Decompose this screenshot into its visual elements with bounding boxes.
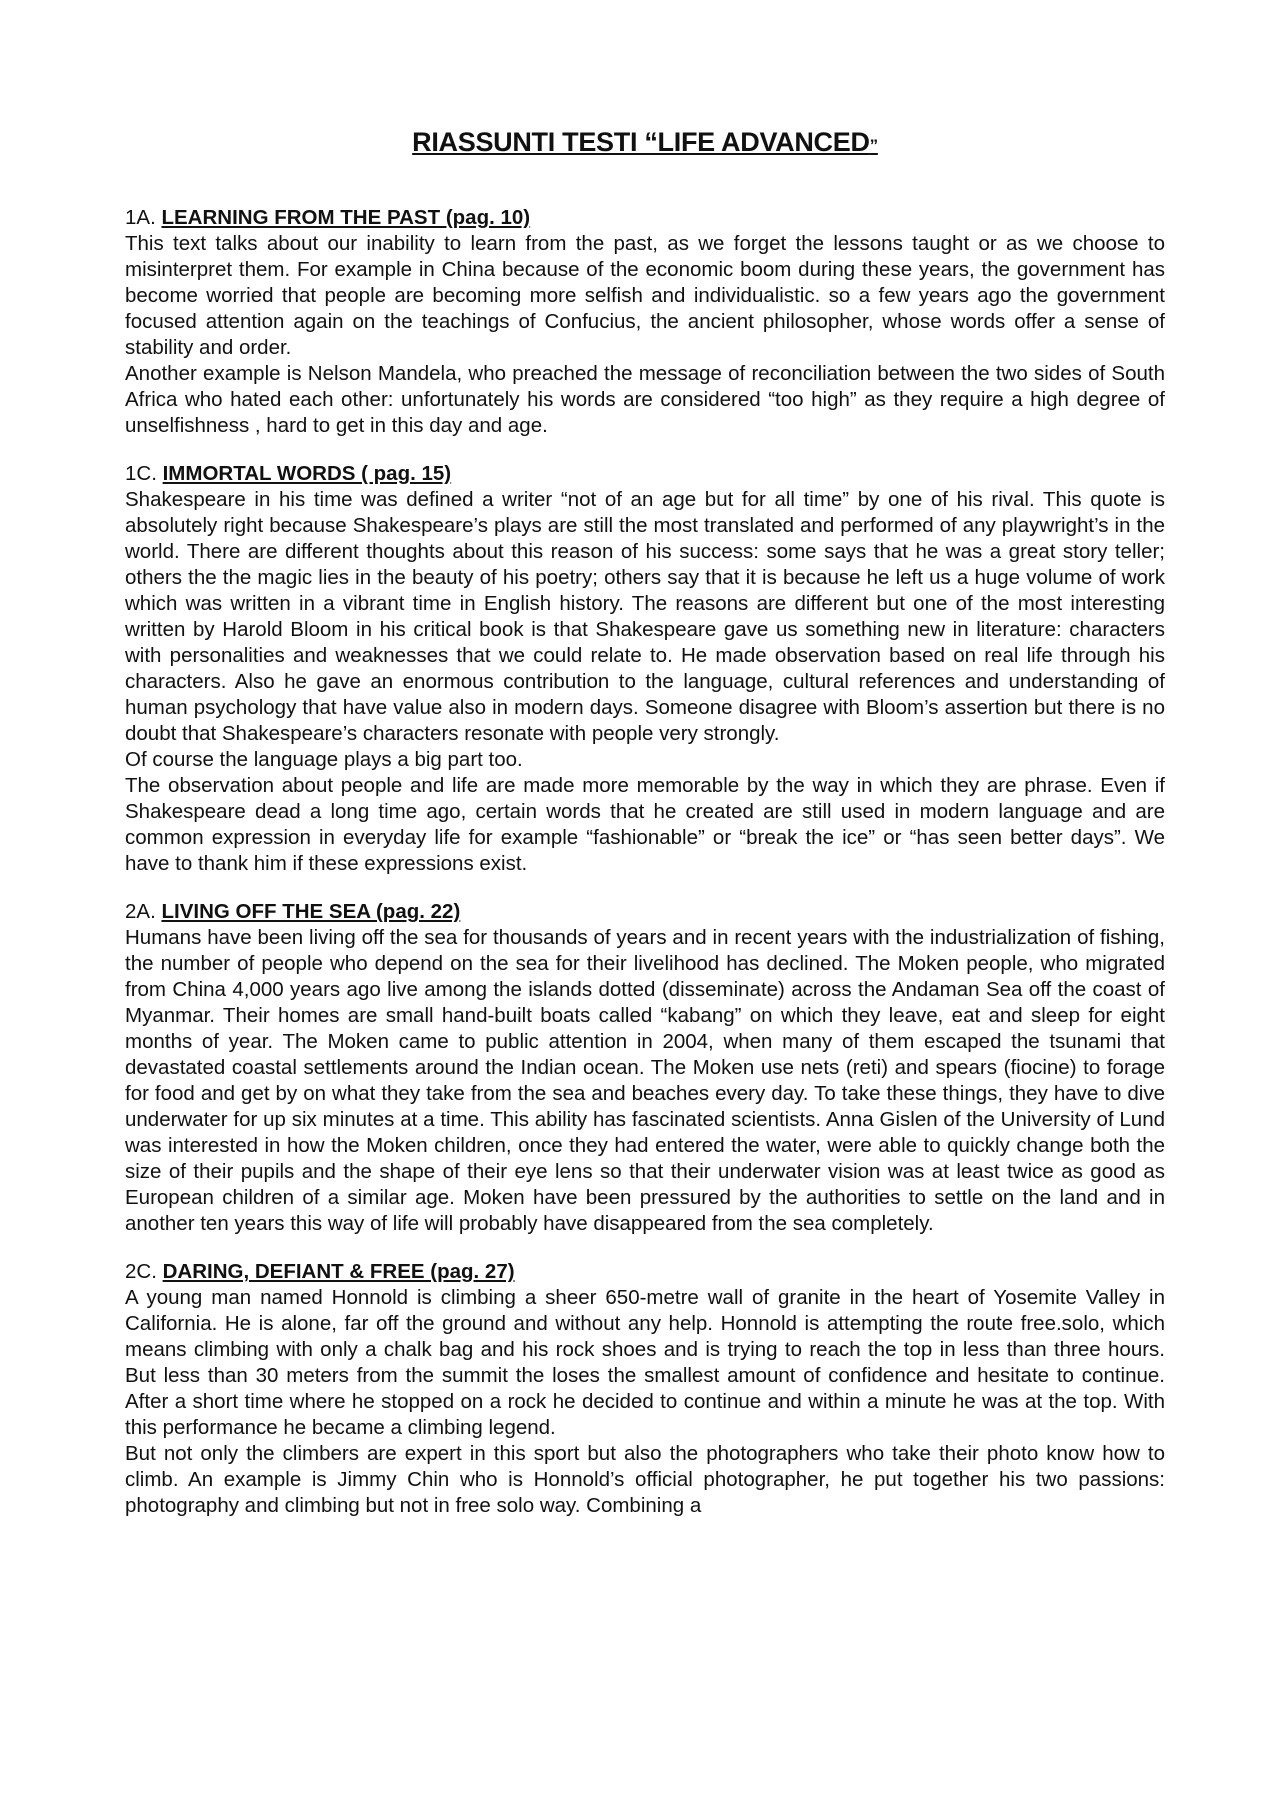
section-learning-from-the-past [125,205,1165,439]
section-living-off-the-sea [125,899,1165,1237]
document-title-text: RIASSUNTI TESTI “LIFE ADVANCED [412,127,870,157]
paragraph: This text talks about our inability to learn from the past, as we forget the lessons taught or as we choose to misinterpret them. For example in China because of the economic boom during these years, the government has become worried that people are becoming more selfish and individualistic. so a few years ago the government focused attention again on the teachings of Confucius, the ancient philosopher, whose words offer a sense of stability and order. [125,232,1165,359]
paragraph: Of course the language plays a big part too. [125,748,523,771]
paragraph: Humans have been living off the sea for thousands of years and in recent years with the industrialization of fishing, the number of people who depend on the sea for their livelihood has declined. The Moken people, who migrated from China 4,000 years ago live among the islands dotted (disseminate) across the Andaman Sea off the coast of Myanmar. Their homes are small hand-built boats called “kabang” on which they leave, eat and sleep for eight months of year. The Moken came to public attention in 2004, when many of them escaped the tsunami that devastated coastal settlements around the Indian ocean. The Moken use nets (reti) and spears (fiocine) to forage for food and get by on what they take from the sea and beaches every day. To take these things, they have to dive underwater for up six minutes at a time. This ability has fascinated scientists. Anna Gislen of the University of Lund was interested in how the Moken children, once they had entered the water, were able to quickly change both the size of their pupils and the shape of their eye lens so that their underwater vision was at least twice as good as European children of a similar age. Moken have been pressured by the authorities to settle on the land and in another ten years this way of life will probably have disappeared from the sea completely. [125,926,1165,1235]
section-code: 1A. [125,206,156,229]
document-title [125,125,1165,163]
section-heading [125,1259,1165,1285]
document-page [125,0,1165,1519]
paragraph: But not only the climbers are expert in this sport but also the photographers who take their photo know how to climb. An example is Jimmy Chin who is Honnold’s official photographer, he put together his two passions: photography and climbing but not in free solo way. Combining a [125,1442,1165,1517]
section-name: LIVING OFF THE SEA (pag. 22) [161,900,461,923]
section-daring-defiant-free [125,1259,1165,1519]
section-code: 1C. [125,462,157,485]
section-heading [125,461,1165,487]
section-name: DARING, DEFIANT & FREE (pag. 27) [162,1260,515,1283]
paragraph: The observation about people and life are made more memorable by the way in which they are phrase. Even if Shakespeare dead a long time ago, certain words that he created are still used in modern language and are common expression in everyday life for example “fashionable” or “break the ice” or “has seen better days”. We have to thank him if these expressions exist. [125,774,1165,875]
section-code: 2A. [125,900,156,923]
section-code: 2C. [125,1260,157,1283]
paragraph: Shakespeare in his time was defined a writer “not of an age but for all time” by one of his rival. This quote is absolutely right because Shakespeare’s plays are still the most translated and performed of any playwright’s in the world. There are different thoughts about this reason of his success: some says that he was a great story teller; others the the magic lies in the beauty of his poetry; others say that it is because he left us a huge volume of work which was written in a vibrant time in English history. The reasons are different but one of the most interesting written by Harold Bloom in his critical book is that Shakespeare gave us something new in literature: characters with personalities and weaknesses that we could relate to. He made observation based on real life through his characters. Also he gave an enormous contribution to the language, cultural references and understanding of human psychology that have value also in modern days. Someone disagree with Bloom’s assertion but there is no doubt that Shakespeare’s characters resonate with people very strongly. [125,488,1165,745]
section-heading [125,205,1165,231]
document-title-closing-quote: ” [869,136,878,155]
section-heading [125,899,1165,925]
section-name: LEARNING FROM THE PAST (pag. 10) [161,206,531,229]
section-name: IMMORTAL WORDS ( pag. 15) [162,462,452,485]
paragraph: Another example is Nelson Mandela, who preached the message of reconciliation between the two sides of South Africa who hated each other: unfortunately his words are considered “too high” as they require a high degree of unselfishness , hard to get in this day and age. [125,362,1165,437]
section-immortal-words [125,461,1165,877]
paragraph: A young man named Honnold is climbing a sheer 650-metre wall of granite in the heart of Yosemite Valley in California. He is alone, far off the ground and without any help. Honnold is attempting the route free.solo, which means climbing with only a chalk bag and his rock shoes and is trying to reach the top in less than three hours. But less than 30 meters from the summit the loses the smallest amount of confidence and hesitate to continue. After a short time where he stopped on a rock he decided to continue and within a minute he was at the top. With this performance he became a climbing legend. [125,1286,1165,1439]
